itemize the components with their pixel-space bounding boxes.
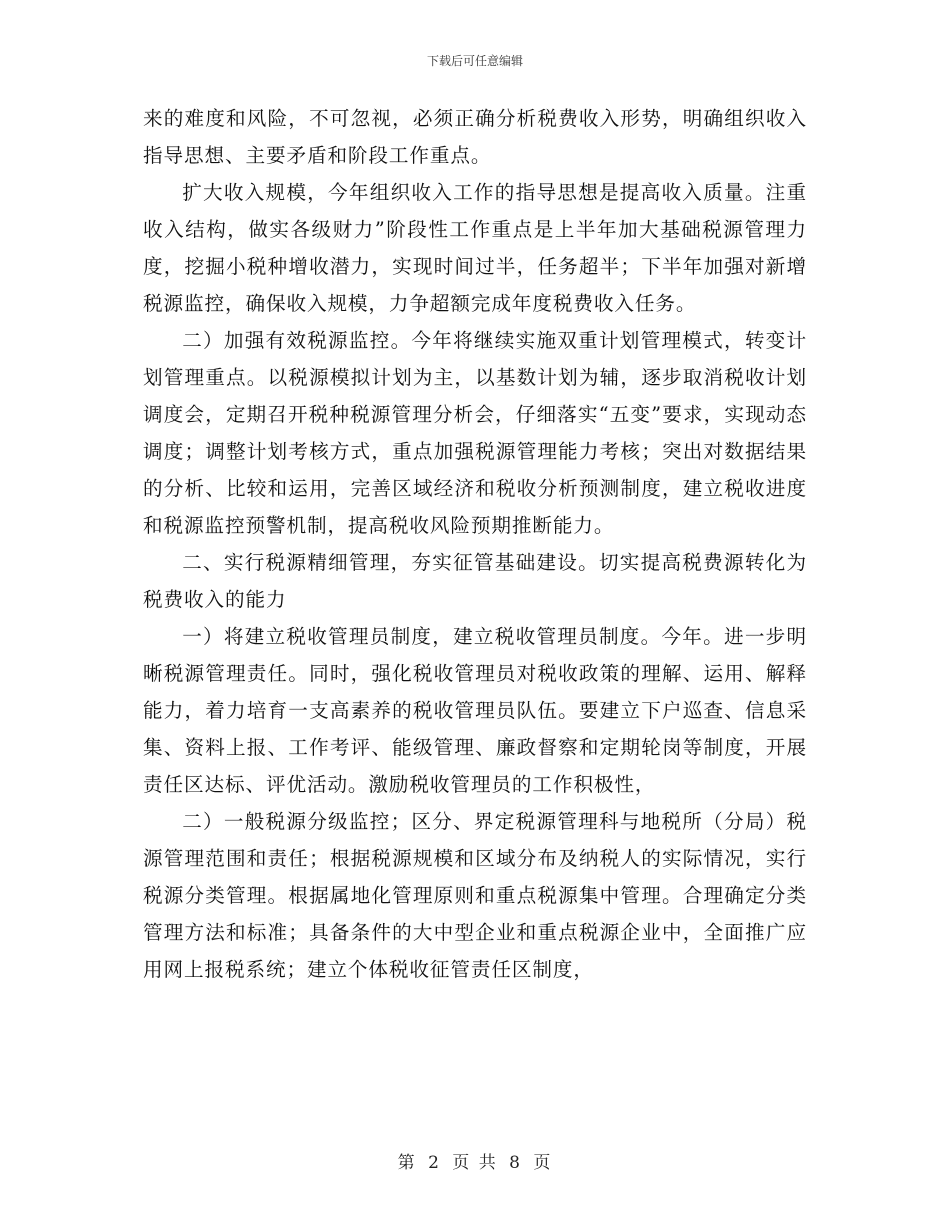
page-footer xyxy=(0,1148,950,1173)
paragraph-4: 二、实行税源精细管理，夯实征管基础建设。切实提高税费源转化为税费收入的能力 xyxy=(143,551,807,611)
footer-middle: 页 共 xyxy=(452,1153,498,1173)
paragraph-2: 扩大收入规模，今年组织收入工作的指导思想是提高收入质量。注重收入结构，做实各级财力”阶段性工作重点是上半年加大基础税源管理力度，挖掘小税种增收潜力，实现时间过半，任务超半；下半年加强对新增税源监控，确保收入规模，力争超额完成年度税费收入任务。 xyxy=(143,181,807,315)
footer-suffix: 页 xyxy=(533,1153,553,1173)
paragraph-6: 二）一般税源分级监控；区分、界定税源管理科与地税所（分局）税源管理范围和责任；根据税源规模和区域分布及纳税人的实际情况，实行税源分类管理。根据属地化管理原则和重点税源集中管理。合理确定分类管理方法和标准；具备条件的大中型企业和重点税源企业中，全面推广应用网上报税系统；建立个体税收征管责任区制度， xyxy=(143,810,807,981)
paragraph-3: 二）加强有效税源监控。今年将继续实施双重计划管理模式，转变计划管理重点。以税源模拟计划为主，以基数计划为辅，逐步取消税收计划调度会，定期召开税种税源管理分析会，仔细落实“五变”要求，实现动态调度；调整计划考核方式，重点加强税源管理能力考核；突出对数据结果的分析、比较和运用，完善区域经济和税收分析预测制度，建立税收进度和税源监控预警机制，提高税收风险预期推断能力。 xyxy=(143,329,807,537)
paragraph-5: 一）将建立税收管理员制度，建立税收管理员制度。今年。进一步明晰税源管理责任。同时，强化税收管理员对税收政策的理解、运用、解释能力，着力培育一支高素养的税收管理员队伍。要建立下户巡查、信息采集、资料上报、工作考评、能级管理、廉政督察和定期轮岗等制度，开展责任区达标、评优活动。激励税收管理员的工作积极性， xyxy=(143,625,807,796)
document-body xyxy=(143,100,807,988)
current-page-number: 2 xyxy=(428,1153,441,1173)
page-header: 下载后可任意编辑 xyxy=(426,54,523,68)
total-page-count: 8 xyxy=(509,1153,522,1173)
paragraph-1: 来的难度和风险，不可忽视，必须正确分析税费收入形势，明确组织收入指导思想、主要矛盾和阶段工作重点。 xyxy=(143,107,807,167)
footer-prefix: 第 xyxy=(397,1153,417,1173)
